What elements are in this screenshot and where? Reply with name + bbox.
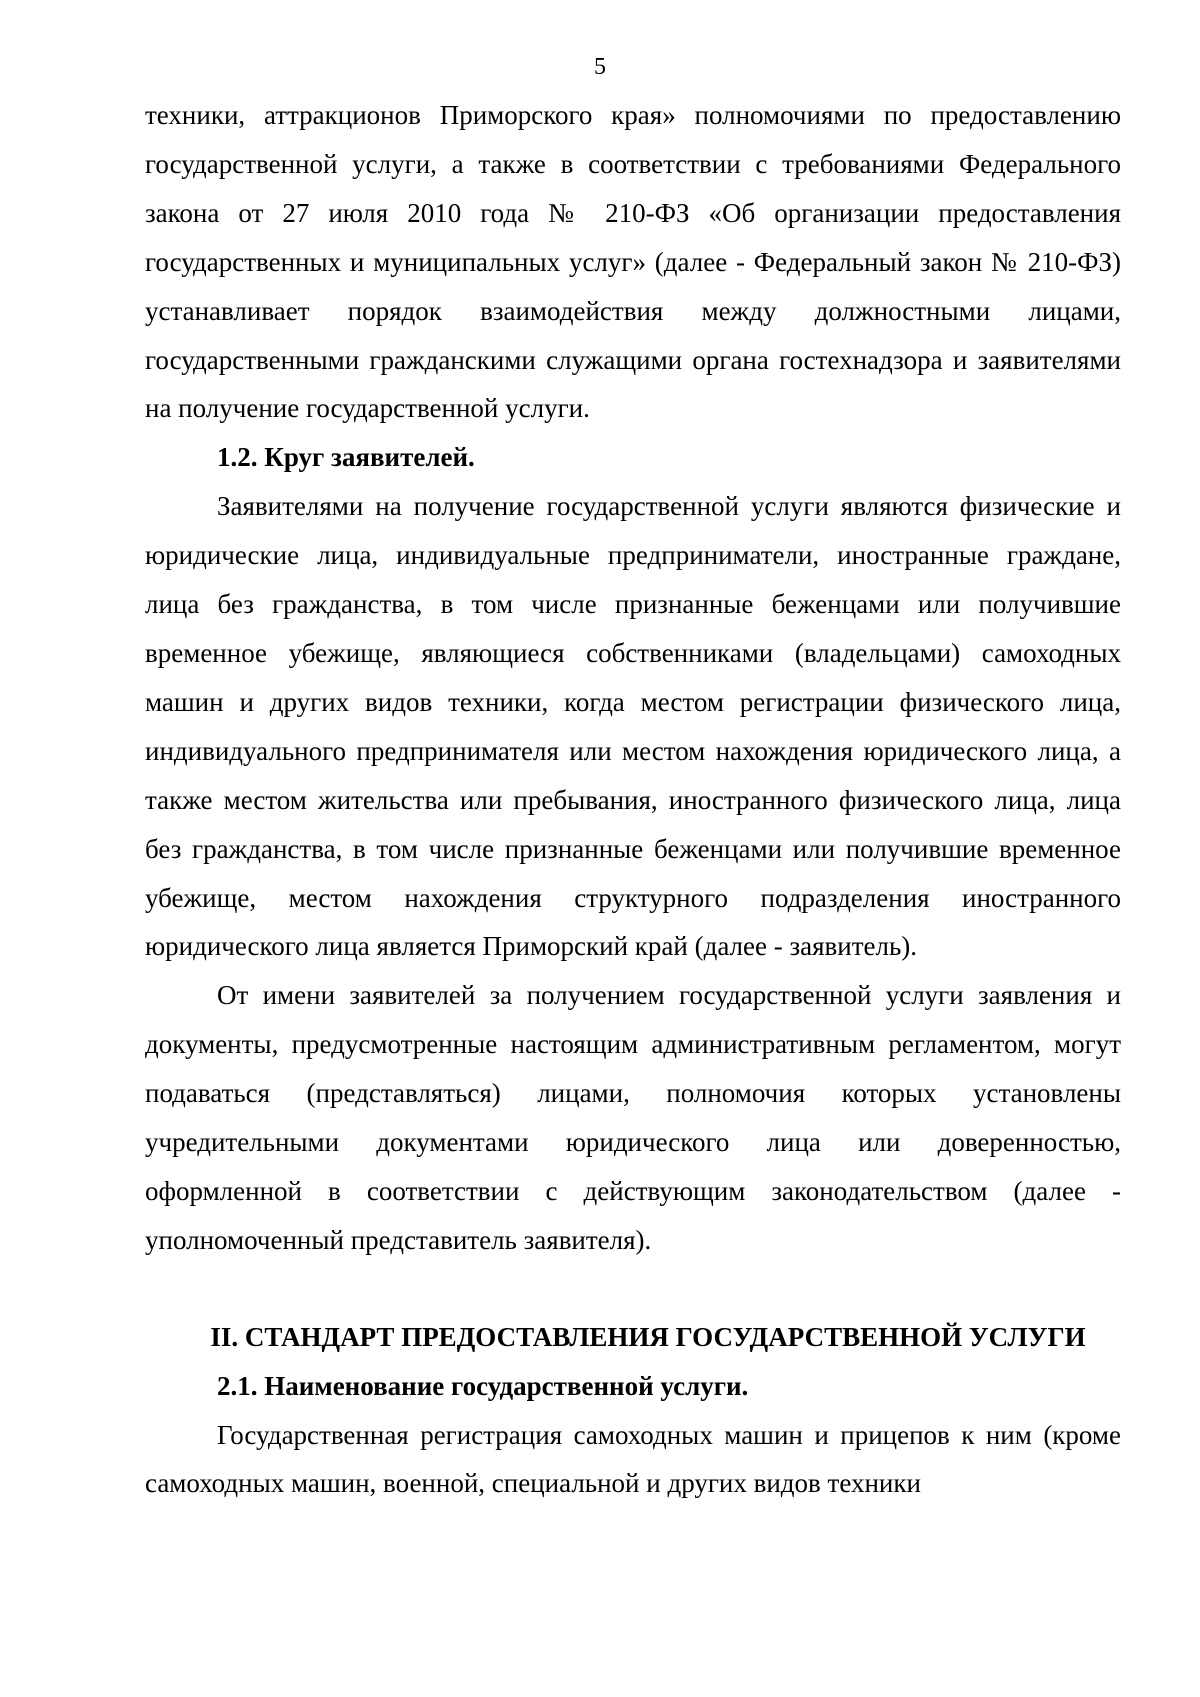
document-body — [145, 91, 1121, 1508]
paragraph-intro-continuation: техники, аттракционов Приморского края» полномочиями по предоставлению государственной услуги, а также в соответствии с требованиями Федерального закона от 27 июля 2010 года № 210-ФЗ «Об организации предоставления государственных и муниципальных услуг» (далее - Федеральный закон № 210-ФЗ) устанавливает порядок взаимодействия между должностными лицами, государственными гражданскими служащими органа гостехнадзора и заявителями на получение государственной услуги. — [145, 100, 1121, 424]
paragraph-service-name: Государственная регистрация самоходных машин и прицепов к ним (кроме самоходных машин, военной, специальной и других видов техники — [145, 1419, 1121, 1499]
subsection-heading-2-1: 2.1. Наименование государственной услуги. — [217, 1370, 749, 1401]
section-heading-2: II. СТАНДАРТ ПРЕДОСТАВЛЕНИЯ ГОСУДАРСТВЕННОЙ УСЛУГИ — [210, 1321, 1086, 1352]
paragraph-applicants: Заявителями на получение государственной услуги являются физические и юридические лица, индивидуальные предприниматели, иностранные граждане, лица без гражданства, в том числе признанные беженцами или получившие временное убежище, являющиеся собственниками (владельцами) самоходных машин и других видов техники, когда местом регистрации физического лица, индивидуального предпринимателя или местом нахождения юридического лица, а также местом жительства или пребывания, иностранного физического лица, лица без гражданства, в том числе признанные беженцами или получившие временное убежище, местом нахождения структурного подразделения иностранного юридического лица является Приморский край (далее - заявитель). — [145, 491, 1121, 962]
page-number: 5 — [594, 54, 606, 80]
paragraph-representatives: От имени заявителей за получением государственной услуги заявления и документы, предусмотренные настоящим административным регламентом, могут подаваться (представляться) лицами, полномочия которых установлены учредительными документами юридического лица или доверенностью, оформленной в соответствии с действующим законодательством (далее - уполномоченный представитель заявителя). — [145, 980, 1121, 1255]
subsection-heading-1-2: 1.2. Круг заявителей. — [217, 442, 475, 473]
